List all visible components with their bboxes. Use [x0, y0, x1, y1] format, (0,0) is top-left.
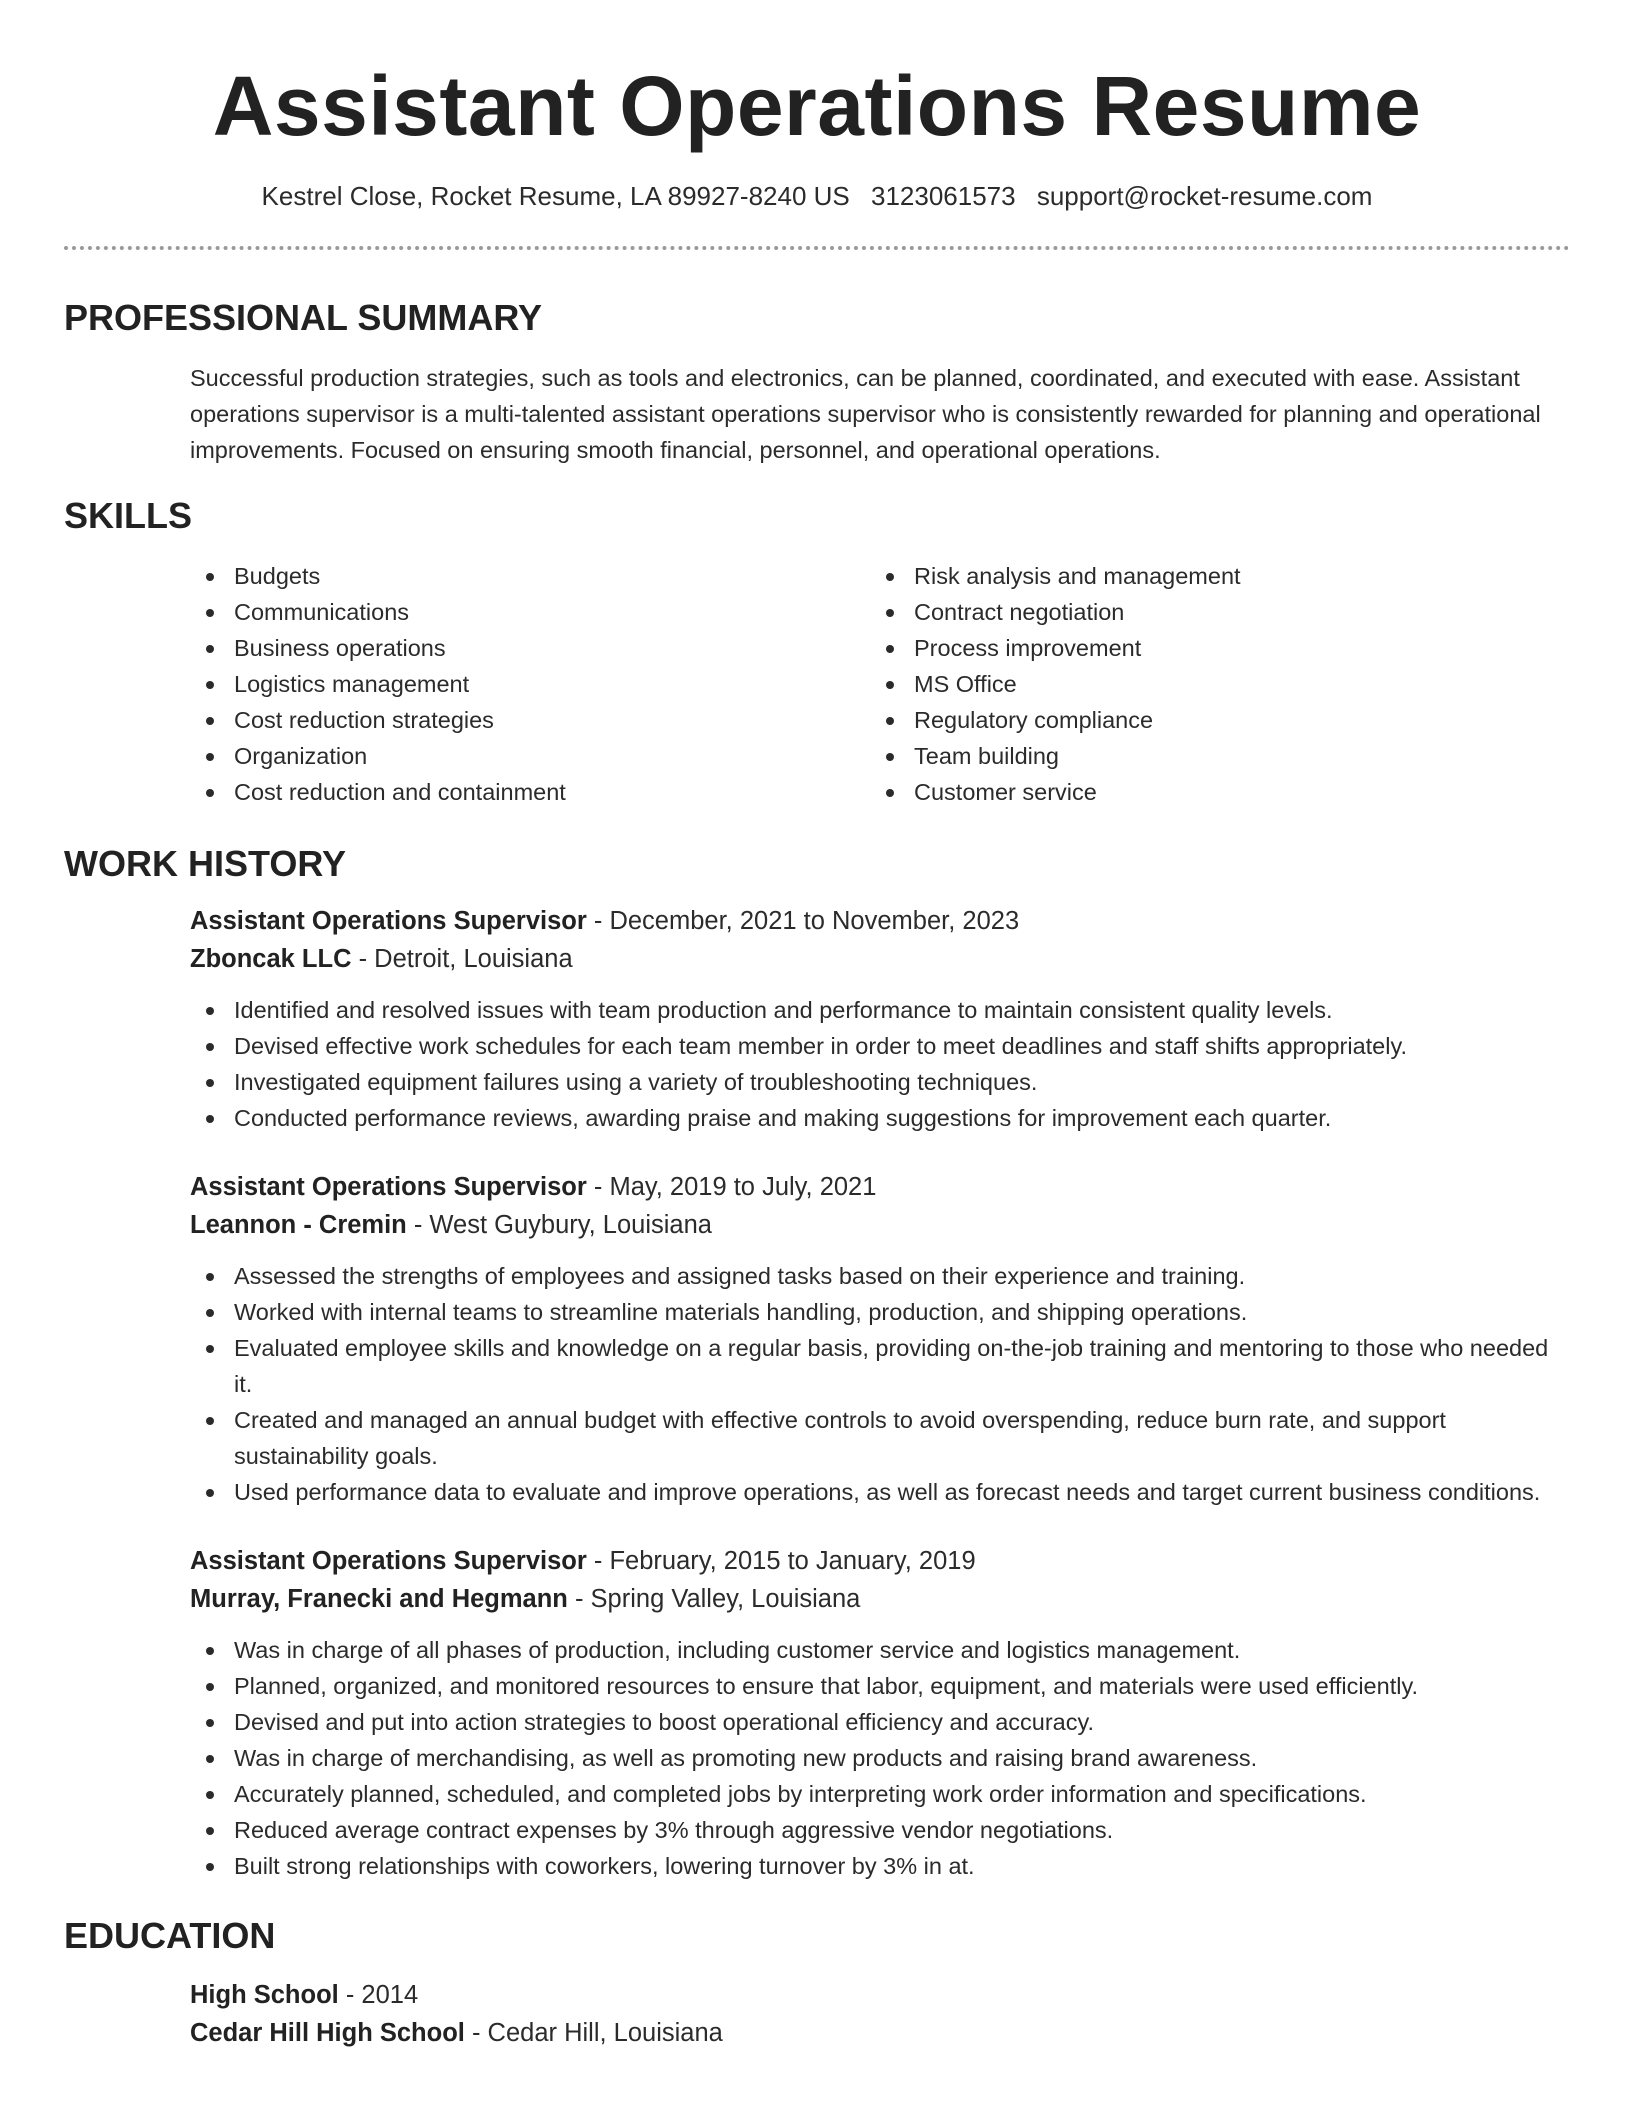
job-location: - Detroit, Louisiana: [351, 945, 573, 973]
job-entry: [190, 1168, 1570, 1510]
job-bullet: Used performance data to evaluate and improve operations, as well as forecast needs and target current business conditions.: [190, 1474, 1570, 1510]
job-entry: [190, 1542, 1570, 1884]
resume-title: Assistant Operations Resume: [212, 59, 1422, 153]
contact-email[interactable]: support@rocket-resume.com: [1036, 181, 1373, 211]
skill-item: Business operations: [190, 630, 870, 666]
job-company: Murray, Franecki and Hegmann: [190, 1585, 568, 1613]
education-entry: [190, 1976, 1570, 2052]
job-title: Assistant Operations Supervisor: [190, 907, 587, 935]
skill-item: Budgets: [190, 558, 870, 594]
job-bullet: Planned, organized, and monitored resources to ensure that labor, equipment, and materials were used efficiently.: [190, 1668, 1570, 1704]
skills-column-left: [190, 558, 870, 810]
job-bullet: Devised and put into action strategies to boost operational efficiency and accuracy.: [190, 1704, 1570, 1740]
education-degree: High School: [190, 1981, 339, 2009]
job-title-line: [190, 1168, 1570, 1206]
skill-item: Organization: [190, 738, 870, 774]
summary-heading: PROFESSIONAL SUMMARY: [64, 297, 543, 338]
skills-column-right: [870, 558, 1550, 810]
job-entry: [190, 902, 1570, 1136]
education-school-line: [190, 2014, 1570, 2052]
contact-phone: 3123061573: [870, 181, 1016, 211]
skill-item: Regulatory compliance: [870, 702, 1550, 738]
education-heading: EDUCATION: [64, 1915, 276, 1956]
skill-item: Communications: [190, 594, 870, 630]
job-dates: - December, 2021 to November, 2023: [586, 907, 1020, 935]
education-year: - 2014: [338, 1981, 419, 2009]
job-bullet: Evaluated employee skills and knowledge on a regular basis, providing on-the-job training and mentoring to those who needed it.: [190, 1330, 1570, 1402]
work-history-heading: WORK HISTORY: [64, 843, 347, 884]
skill-item: Cost reduction strategies: [190, 702, 870, 738]
job-bullets: [190, 1258, 1570, 1510]
job-company: Zboncak LLC: [190, 945, 352, 973]
education-degree-line: [190, 1976, 1570, 2014]
job-bullet: Investigated equipment failures using a variety of troubleshooting techniques.: [190, 1064, 1570, 1100]
skill-item: Contract negotiation: [870, 594, 1550, 630]
job-title: Assistant Operations Supervisor: [190, 1173, 587, 1201]
skill-item: Risk analysis and management: [870, 558, 1550, 594]
skill-item: Customer service: [870, 774, 1550, 810]
resume-page: [64, 0, 1570, 2052]
job-bullet: Worked with internal teams to streamline materials handling, production, and shipping operations.: [190, 1294, 1570, 1330]
job-bullets: [190, 1632, 1570, 1884]
job-bullet: Was in charge of merchandising, as well as promoting new products and raising brand awareness.: [190, 1740, 1570, 1776]
skills-list: [190, 558, 1570, 810]
job-dates: - May, 2019 to July, 2021: [586, 1173, 877, 1201]
job-bullet: Accurately planned, scheduled, and completed jobs by interpreting work order information and specifications.: [190, 1776, 1570, 1812]
job-bullet: Identified and resolved issues with team production and performance to maintain consistent quality levels.: [190, 992, 1570, 1028]
job-company-line: [190, 940, 1570, 978]
job-bullet: Conducted performance reviews, awarding praise and making suggestions for improvement each quarter.: [190, 1100, 1570, 1136]
contact-address: Kestrel Close, Rocket Resume, LA 89927-8240 US: [261, 181, 850, 211]
skill-item: Process improvement: [870, 630, 1550, 666]
job-title-line: [190, 1542, 1570, 1580]
header-divider: [64, 246, 1570, 250]
job-bullet: Built strong relationships with coworkers, lowering turnover by 3% in at.: [190, 1848, 1570, 1884]
job-title-line: [190, 902, 1570, 940]
job-company: Leannon - Cremin: [190, 1211, 407, 1239]
skill-item: Logistics management: [190, 666, 870, 702]
job-bullet: Reduced average contract expenses by 3% through aggressive vendor negotiations.: [190, 1812, 1570, 1848]
skills-heading: SKILLS: [64, 495, 193, 536]
job-location: - West Guybury, Louisiana: [406, 1211, 712, 1239]
job-bullet: Was in charge of all phases of production, including customer service and logistics management.: [190, 1632, 1570, 1668]
summary-text: Successful production strategies, such as tools and electronics, can be planned, coordinated, and executed with ease. Assistant operations supervisor is a multi-talented assistant operations supervisor who is consistently rewarded for planning and operational improvements. Focused on ensuring smooth financial, personnel, and operational operations.: [190, 365, 1541, 463]
education-school: Cedar Hill High School: [190, 2019, 465, 2047]
job-company-line: [190, 1580, 1570, 1618]
skill-item: Team building: [870, 738, 1550, 774]
education-location: - Cedar Hill, Louisiana: [464, 2019, 723, 2047]
job-dates: - February, 2015 to January, 2019: [586, 1547, 976, 1575]
job-bullet: Created and managed an annual budget with effective controls to avoid overspending, reduce burn rate, and support sustainability goals.: [190, 1402, 1570, 1474]
job-bullet: Devised effective work schedules for each team member in order to meet deadlines and staff shifts appropriately.: [190, 1028, 1570, 1064]
contact-line: [64, 180, 1570, 212]
job-title: Assistant Operations Supervisor: [190, 1547, 587, 1575]
job-bullets: [190, 992, 1570, 1136]
job-location: - Spring Valley, Louisiana: [567, 1585, 861, 1613]
job-bullet: Assessed the strengths of employees and assigned tasks based on their experience and training.: [190, 1258, 1570, 1294]
skill-item: Cost reduction and containment: [190, 774, 870, 810]
skill-item: MS Office: [870, 666, 1550, 702]
job-company-line: [190, 1206, 1570, 1244]
